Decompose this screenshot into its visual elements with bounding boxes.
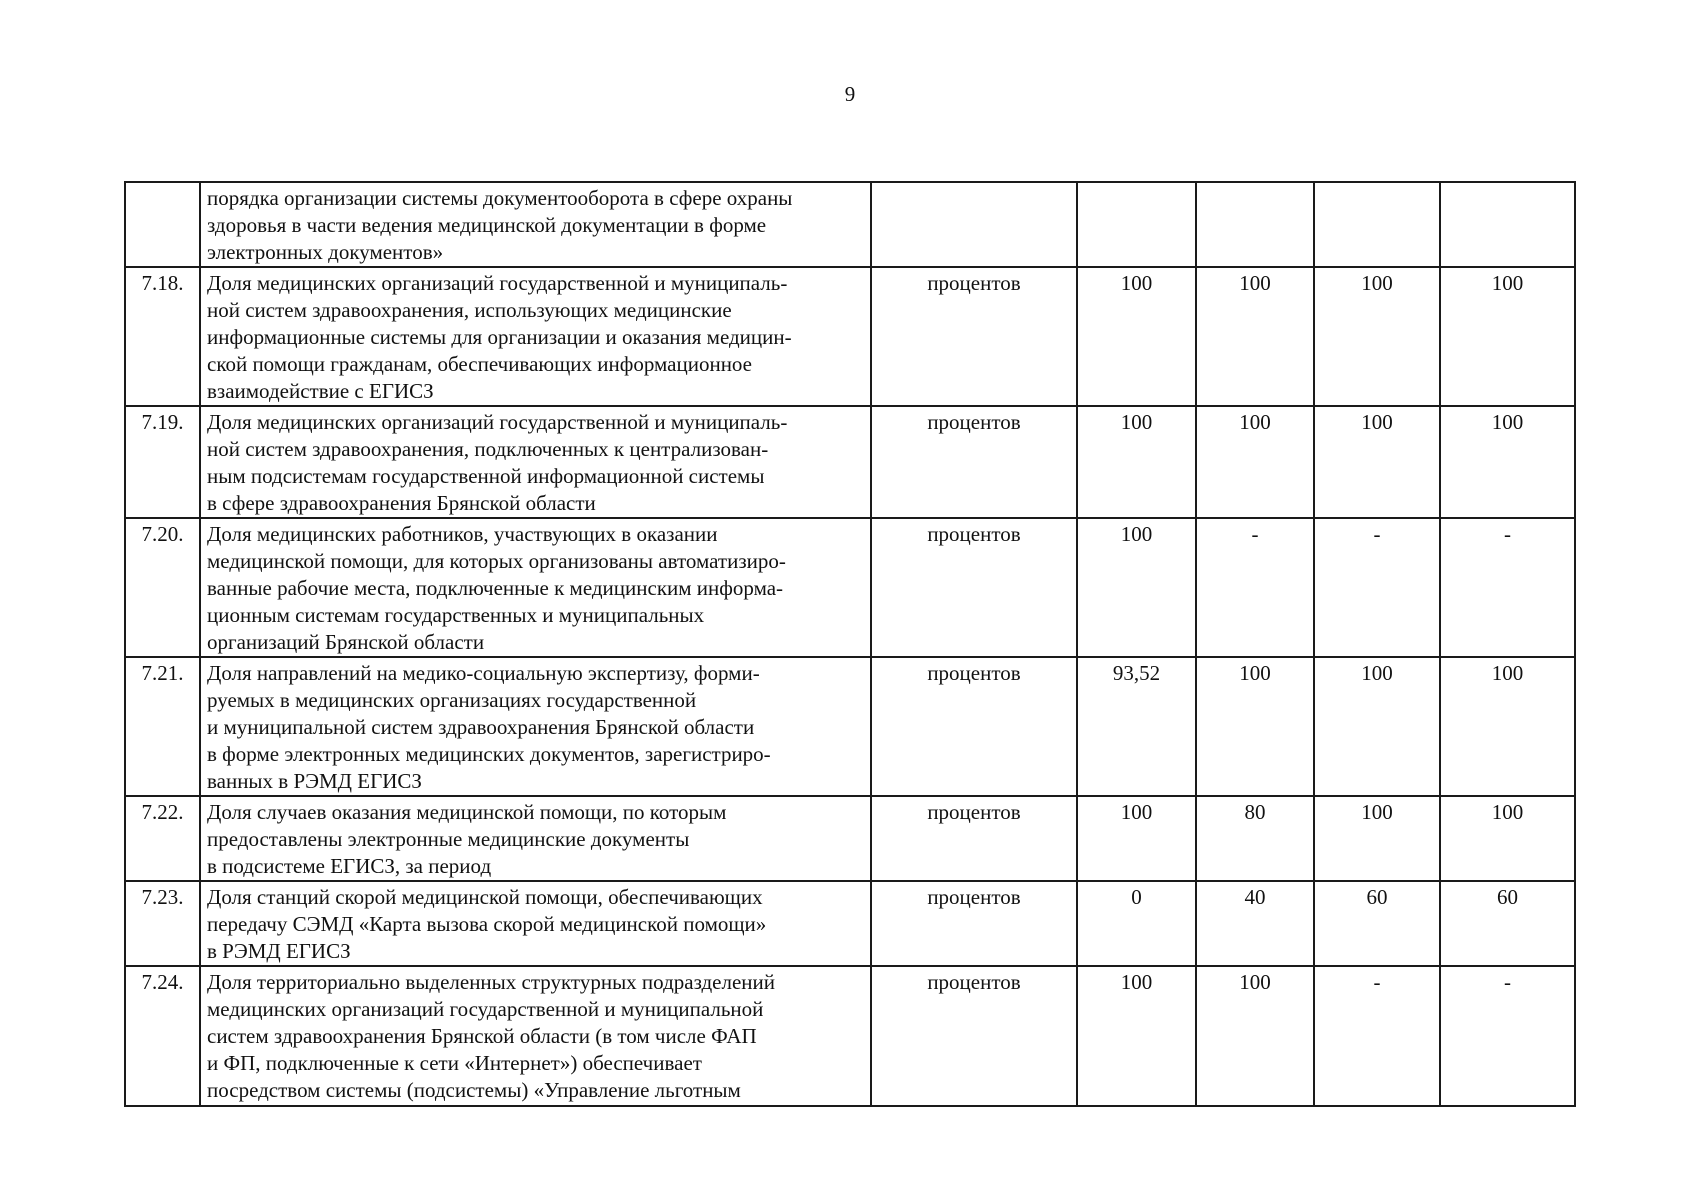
unit-cell: процентов: [871, 518, 1077, 657]
indicator-name: Доля медицинских организаций государственной и муниципаль- ной систем здравоохранения, использующих медицинские информационные системы для организации и оказания медицин- ской помощи гражданам, обеспечивающих информационное взаимодействие с ЕГИСЗ: [200, 267, 871, 406]
table-row: [125, 796, 1575, 881]
value-cell: -: [1314, 518, 1440, 657]
table-row: [125, 657, 1575, 796]
unit-cell: процентов: [871, 881, 1077, 966]
indicator-name: Доля станций скорой медицинской помощи, обеспечивающих передачу СЭМД «Карта вызова скорой медицинской помощи» в РЭМД ЕГИСЗ: [200, 881, 871, 966]
value-cell: [1077, 182, 1196, 267]
indicator-name: порядка организации системы документооборота в сфере охраны здоровья в части ведения медицинской документации в форме электронных документов»: [200, 182, 871, 267]
value-cell: 100: [1440, 267, 1575, 406]
row-number: 7.20.: [125, 518, 200, 657]
indicator-name: Доля территориально выделенных структурных подразделений медицинских организаций государственной и муниципальной систем здравоохранения Брянской области (в том числе ФАП и ФП, подключенные к сети «Интернет») обеспечивает посредством системы (подсистемы) «Управление льготным: [200, 966, 871, 1106]
value-cell: -: [1314, 966, 1440, 1106]
row-number: 7.19.: [125, 406, 200, 518]
value-cell: -: [1196, 518, 1314, 657]
value-cell: [1196, 182, 1314, 267]
unit-cell: процентов: [871, 267, 1077, 406]
indicator-name: Доля медицинских организаций государственной и муниципаль- ной систем здравоохранения, подключенных к централизован- ным подсистемам государственной информационной системы в сфере здравоохранения Брянской области: [200, 406, 871, 518]
indicators-table: [124, 181, 1576, 1107]
indicator-name: Доля направлений на медико-социальную экспертизу, форми- руемых в медицинских организациях государственной и муниципальной систем здравоохранения Брянской области в форме электронных медицинских документов, зарегистриро- ванных в РЭМД ЕГИСЗ: [200, 657, 871, 796]
page-number: 9: [844, 82, 856, 106]
row-number: 7.23.: [125, 881, 200, 966]
table-row: [125, 406, 1575, 518]
row-number: 7.18.: [125, 267, 200, 406]
unit-cell: [871, 182, 1077, 267]
indicator-name: Доля случаев оказания медицинской помощи, по которым предоставлены электронные медицинские документы в подсистеме ЕГИСЗ, за период: [200, 796, 871, 881]
value-cell: [1440, 182, 1575, 267]
value-cell: 100: [1077, 406, 1196, 518]
unit-cell: процентов: [871, 966, 1077, 1106]
value-cell: 100: [1196, 966, 1314, 1106]
value-cell: 100: [1196, 657, 1314, 796]
unit-cell: процентов: [871, 657, 1077, 796]
value-cell: 60: [1314, 881, 1440, 966]
value-cell: 100: [1077, 966, 1196, 1106]
value-cell: 100: [1077, 796, 1196, 881]
value-cell: 0: [1077, 881, 1196, 966]
value-cell: 100: [1314, 657, 1440, 796]
value-cell: [1314, 182, 1440, 267]
value-cell: 100: [1196, 406, 1314, 518]
value-cell: 100: [1440, 406, 1575, 518]
value-cell: 100: [1440, 796, 1575, 881]
unit-cell: процентов: [871, 796, 1077, 881]
indicator-name: Доля медицинских работников, участвующих в оказании медицинской помощи, для которых организованы автоматизиро- ванные рабочие места, подключенные к медицинским информа- ционным системам государственных и муниципальных организаций Брянской области: [200, 518, 871, 657]
value-cell: 100: [1077, 267, 1196, 406]
value-cell: 100: [1314, 406, 1440, 518]
table-row: [125, 966, 1575, 1106]
row-number: 7.22.: [125, 796, 200, 881]
unit-cell: процентов: [871, 406, 1077, 518]
value-cell: 100: [1314, 267, 1440, 406]
value-cell: -: [1440, 518, 1575, 657]
table-row: [125, 518, 1575, 657]
value-cell: 40: [1196, 881, 1314, 966]
value-cell: 100: [1077, 518, 1196, 657]
table-row: [125, 267, 1575, 406]
table-row: [125, 881, 1575, 966]
row-number: 7.21.: [125, 657, 200, 796]
row-number: [125, 182, 200, 267]
value-cell: 100: [1314, 796, 1440, 881]
table-row: [125, 182, 1575, 267]
value-cell: 100: [1440, 657, 1575, 796]
row-number: 7.24.: [125, 966, 200, 1106]
value-cell: 93,52: [1077, 657, 1196, 796]
value-cell: 60: [1440, 881, 1575, 966]
value-cell: -: [1440, 966, 1575, 1106]
value-cell: 80: [1196, 796, 1314, 881]
value-cell: 100: [1196, 267, 1314, 406]
